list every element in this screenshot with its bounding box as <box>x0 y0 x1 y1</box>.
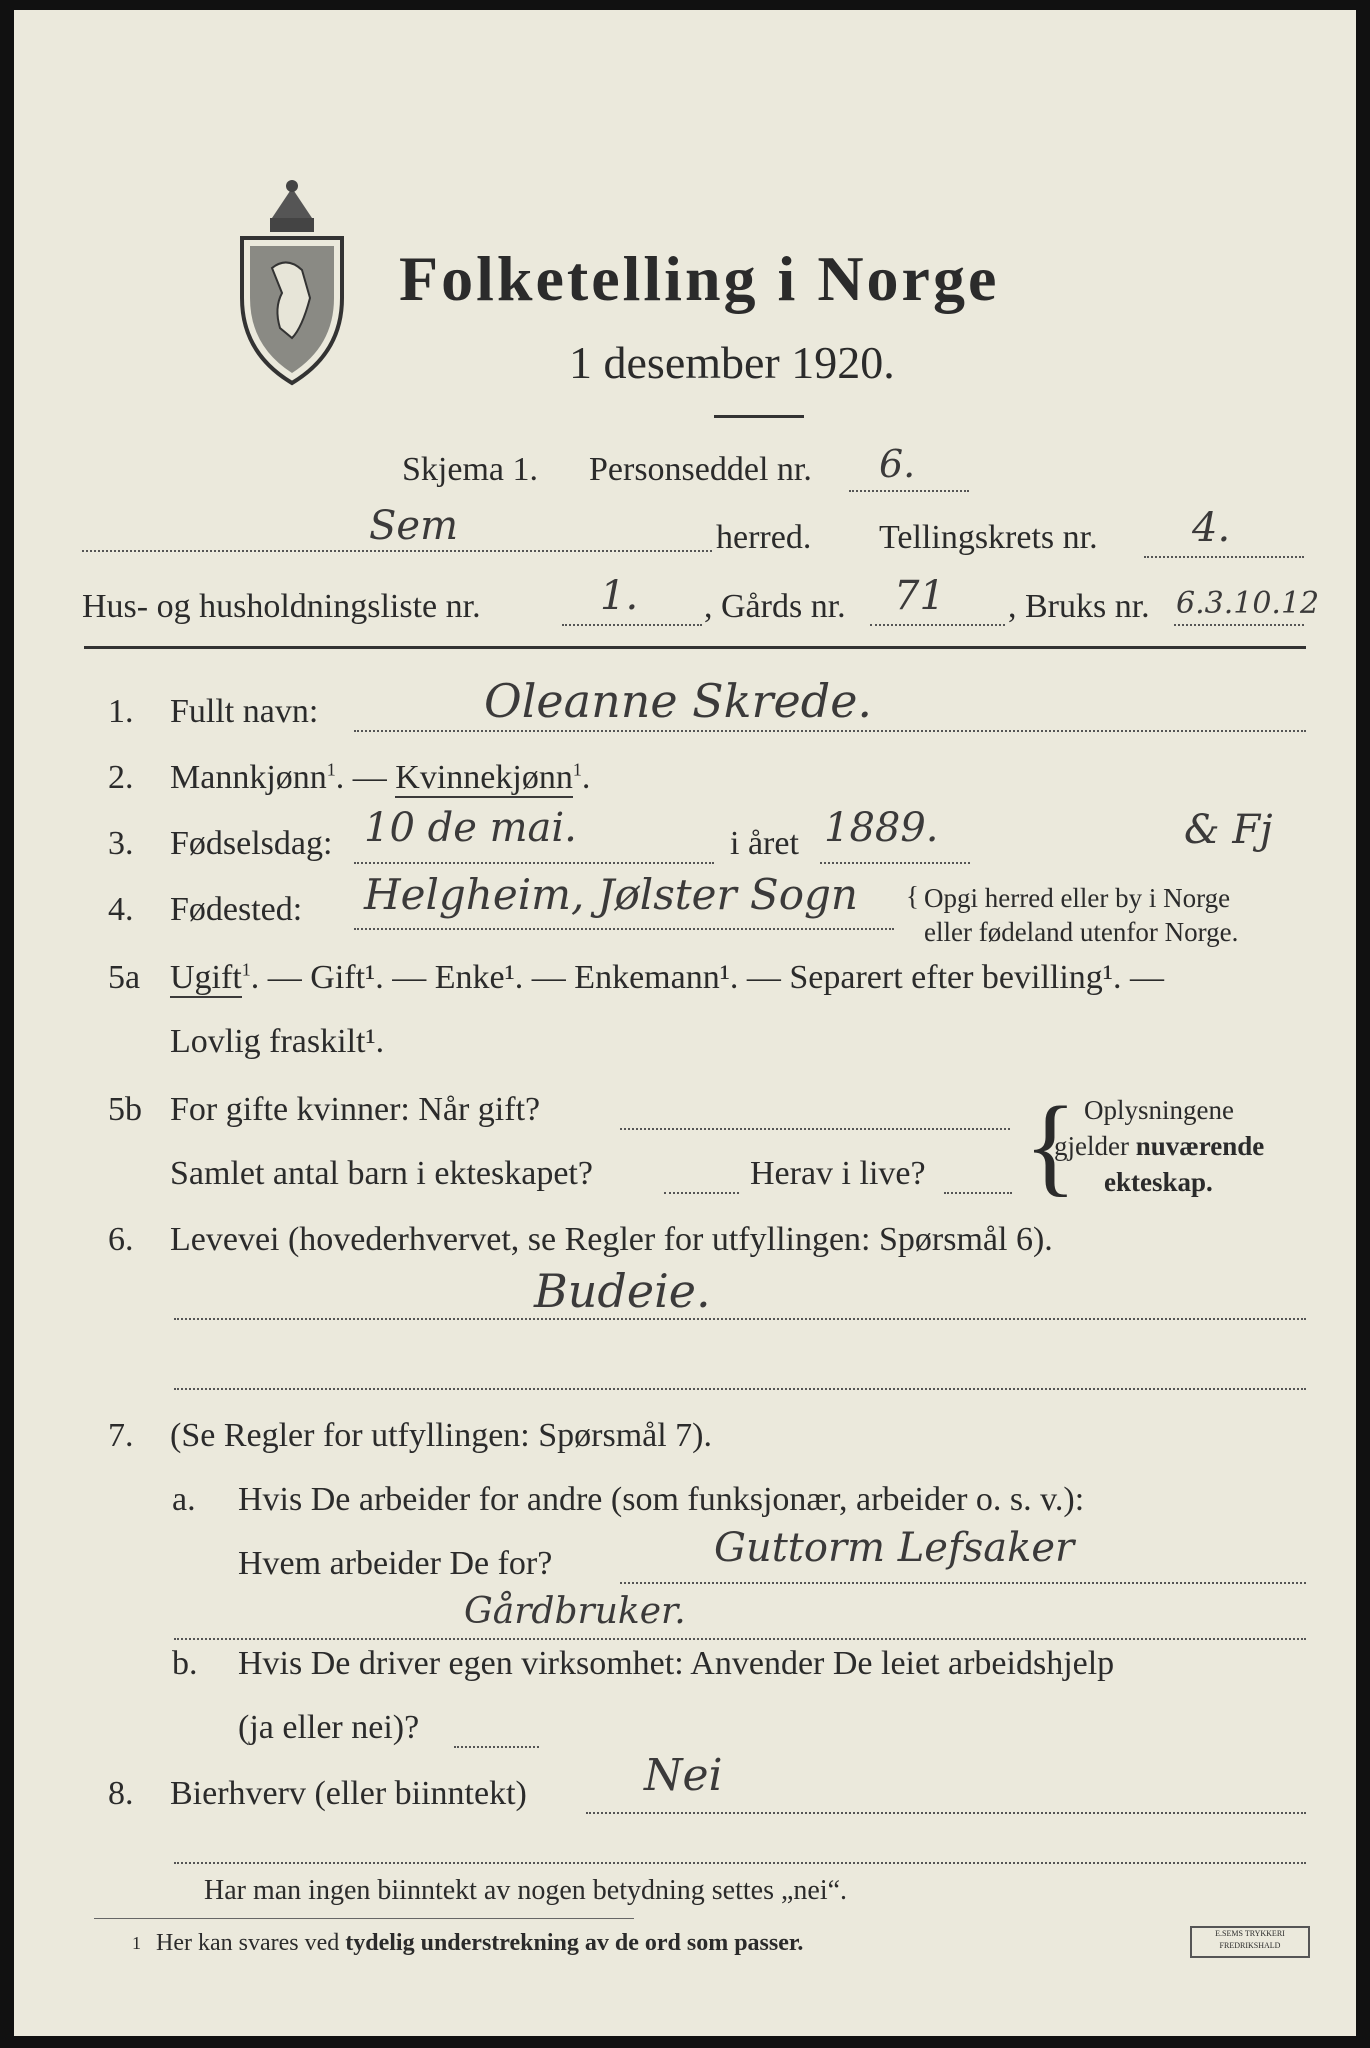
q2-number: 2. <box>108 759 134 796</box>
q5a-other-options: . — Gift¹. — Enke¹. — Enkemann¹. — Separert efter bevilling¹. — <box>250 959 1164 996</box>
title-divider <box>714 415 804 418</box>
q5b-label-1: For gifte kvinner: Når gift? <box>170 1091 541 1128</box>
q5b-brace: { <box>1024 1084 1077 1206</box>
printer-mark-line2: FREDRIKSHALD <box>1219 1941 1281 1950</box>
q3-number: 3. <box>108 825 134 862</box>
q3-year-label: i året <box>730 825 799 862</box>
q5a-line2: Lovlig fraskilt¹. <box>170 1023 385 1060</box>
footnote-rule <box>94 1918 634 1919</box>
gards-value: 71 <box>894 573 945 619</box>
q7a-label: Hvis De arbeider for andre (som funksjonær, arbeider o. s. v.): <box>238 1481 1085 1518</box>
schema-label: Skjema 1. <box>402 451 538 488</box>
q6-label: Levevei (hovederhvervet, se Regler for utfyllingen: Spørsmål 6). <box>170 1221 1053 1258</box>
q3-label: Fødselsdag: <box>170 825 333 862</box>
q1-number: 1. <box>108 693 134 730</box>
q7a-line-2 <box>174 1638 1306 1640</box>
herred-line <box>82 550 712 552</box>
personseddel-label: Personseddel nr. <box>589 451 812 488</box>
q8-label: Bierhverv (eller biinntekt) <box>170 1775 527 1812</box>
hus-label: Hus- og husholdningsliste nr. <box>82 588 481 625</box>
q7b-line <box>454 1746 539 1748</box>
footnote-text-a: Her kan svares ved <box>156 1930 346 1956</box>
q4-label: Fødested: <box>170 891 303 928</box>
footnote-text-b: tydelig understrekning av de ord som passer. <box>345 1930 804 1956</box>
q6-value: Budeie. <box>534 1264 711 1318</box>
q4-number: 4. <box>108 891 134 928</box>
herred-label: herred. <box>716 519 812 556</box>
q7b-letter: b. <box>172 1645 198 1682</box>
q8-value: Nei <box>644 1750 723 1801</box>
q7a-value-2: Gårdbruker. <box>464 1591 686 1632</box>
q5b-note-2b: nuværende <box>1135 1131 1265 1161</box>
q5a-ugift-option: Ugift <box>170 959 242 996</box>
q6-line-1 <box>174 1318 1306 1320</box>
q8-line-2 <box>174 1862 1306 1864</box>
page-title: Folketelling i Norge <box>399 243 1000 314</box>
hus-line <box>562 624 702 626</box>
q5b-married-line <box>620 1128 1010 1130</box>
q5b-label-2: Samlet antal barn i ekteskapet? <box>170 1155 593 1192</box>
q4-line <box>354 928 894 930</box>
footnote-marker: 1 <box>132 1933 141 1953</box>
personseddel-value: 6. <box>879 442 916 486</box>
q7b-label-2: (ja eller nei)? <box>238 1709 420 1746</box>
bruks-line <box>1174 624 1304 626</box>
census-form <box>14 10 1356 2036</box>
q5b-label-3: Herav i live? <box>750 1155 926 1192</box>
coat-of-arms-icon <box>232 178 352 388</box>
q4-value: Helgheim, Jølster Sogn <box>364 870 858 919</box>
q8-number: 8. <box>108 1775 134 1812</box>
q4-note-1: Opgi herred eller by i Norge <box>924 883 1231 913</box>
q2-line: Mannkjønn$^1$. — Kvinnekjønn$^1$. <box>170 759 591 796</box>
bruks-value: 6.3.10.12 <box>1176 586 1320 621</box>
q7a-value: Guttorm Lefsaker <box>714 1525 1075 1571</box>
q5b-note-2a: gjelder <box>1054 1131 1136 1161</box>
q6-line-2 <box>174 1388 1306 1390</box>
q5a-number: 5a <box>108 959 141 996</box>
header-rule <box>84 646 1306 649</box>
q3-day-line <box>354 862 714 864</box>
q5a-line: Ugift$^1$. — Gift¹. — Enke¹. — Enkemann¹. — Separert efter bevilling¹. — <box>170 959 1164 996</box>
hus-value: 1. <box>600 573 639 619</box>
q7b-label: Hvis De driver egen virksomhet: Anvender De leiet arbeidshjelp <box>238 1645 1115 1682</box>
q7-number: 7. <box>108 1417 134 1454</box>
bruks-label: , Bruks nr. <box>1008 588 1150 625</box>
gards-label: , Gårds nr. <box>704 588 846 625</box>
tellingskrets-line <box>1144 556 1304 558</box>
q2-female-option: Kvinnekjønn <box>395 759 573 796</box>
q8-line <box>586 1812 1306 1814</box>
q3-year-line <box>820 862 970 864</box>
q5b-children-line <box>664 1192 739 1194</box>
q4-note-2: eller fødeland utenfor Norge. <box>924 917 1239 947</box>
q5b-number: 5b <box>108 1091 142 1128</box>
printer-mark <box>1190 1926 1310 1958</box>
census-date: 1 desember 1920. <box>569 337 895 388</box>
q7a-line <box>620 1582 1306 1584</box>
q3-day-value: 10 de mai. <box>364 805 577 851</box>
q3-year-value: 1889. <box>824 805 939 851</box>
personseddel-line <box>849 490 969 492</box>
q2-separator: . — <box>335 759 396 796</box>
q2-end: . <box>581 759 591 796</box>
q4-note-brace: { <box>906 881 919 911</box>
herred-value: Sem <box>369 503 459 549</box>
q5b-note-3: ekteskap. <box>1104 1167 1213 1197</box>
q3-extra-note: & Fj <box>1184 807 1273 853</box>
q7a-label-2: Hvem arbeider De for? <box>238 1545 553 1582</box>
tellingskrets-value: 4. <box>1192 505 1231 551</box>
q8-note: Har man ingen biinntekt av nogen betydning settes „nei“. <box>204 1875 848 1906</box>
q2-male-option: Mannkjønn <box>170 759 327 796</box>
q5b-alive-line <box>944 1192 1012 1194</box>
q1-value: Oleanne Skrede. <box>484 674 873 728</box>
q7-label: (Se Regler for utfyllingen: Spørsmål 7). <box>170 1417 713 1454</box>
q5b-note-2 <box>1054 1130 1264 1162</box>
q1-label: Fullt navn: <box>170 693 319 730</box>
tellingskrets-label: Tellingskrets nr. <box>879 519 1098 556</box>
gards-line <box>870 624 1005 626</box>
footnote-text <box>156 1928 803 1958</box>
q7a-letter: a. <box>172 1481 196 1518</box>
printer-mark-line1: E.SEMS TRYKKERI <box>1215 1929 1285 1938</box>
q6-number: 6. <box>108 1221 134 1258</box>
q1-line <box>354 730 1306 732</box>
q5b-note-1: Oplysningene <box>1084 1095 1234 1125</box>
